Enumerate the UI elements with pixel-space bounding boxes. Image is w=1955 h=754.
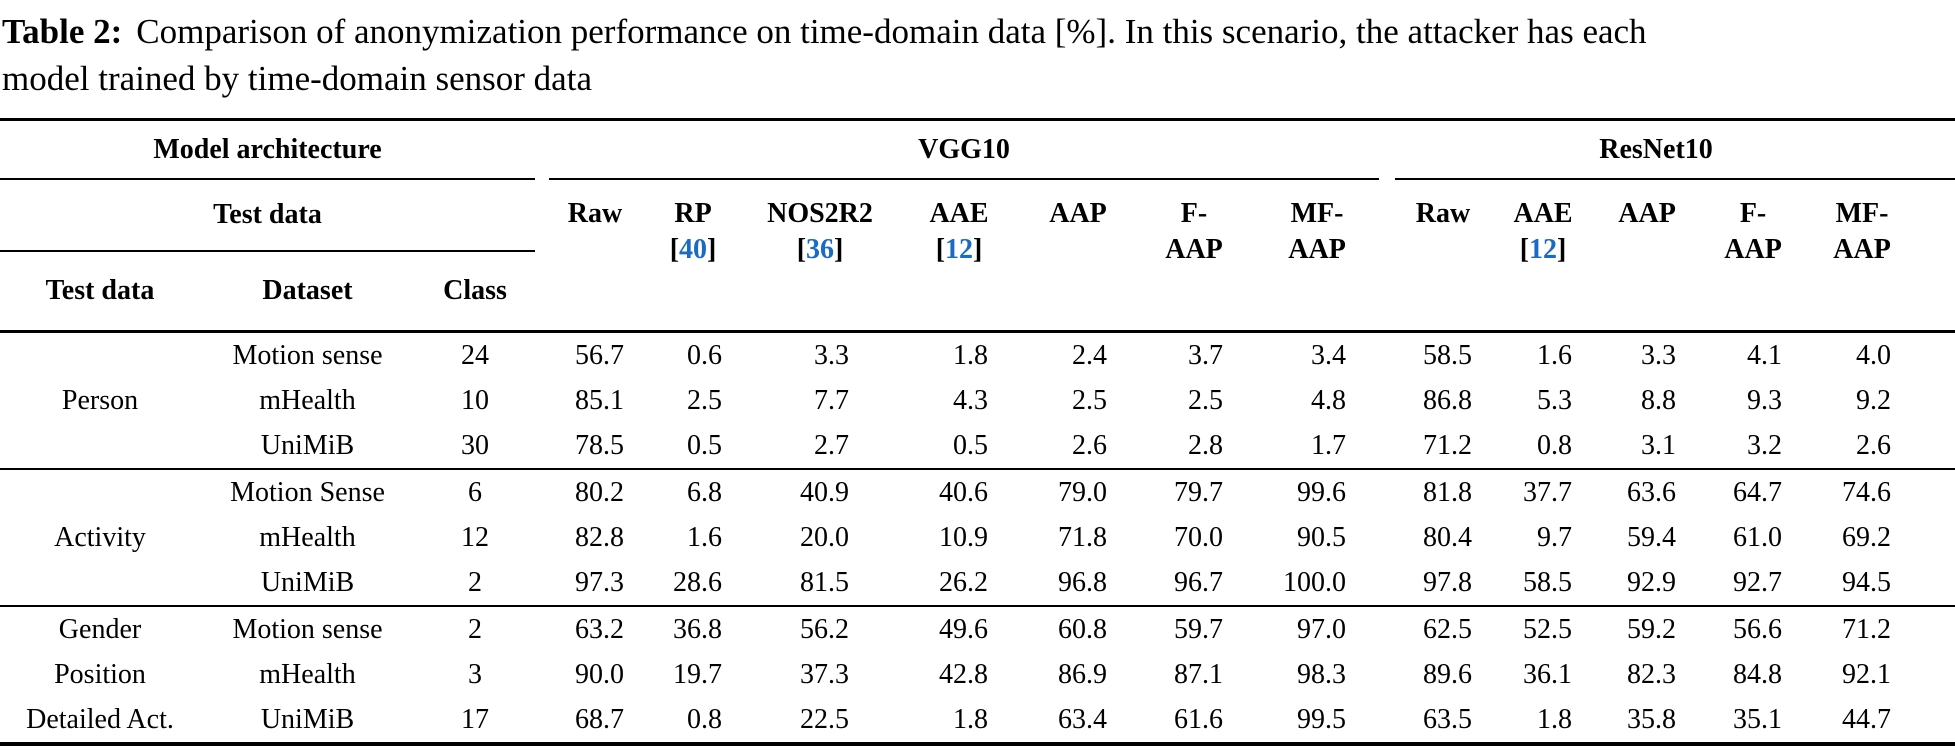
column-header-label: AAE: [929, 198, 989, 229]
citation-link[interactable]: 12: [1529, 234, 1558, 265]
col-header-vgg-f-aap: [1133, 179, 1255, 332]
cell-value: 3.3: [1595, 332, 1699, 379]
cell-value: 4.8: [1311, 384, 1347, 416]
caption-text-1: Comparison of anonymization performance on time-domain data [%]. In this scenario, the attacker has each: [136, 12, 1647, 51]
cell-value: 97.0: [1297, 613, 1347, 645]
cell-value: 56.6: [1733, 613, 1783, 645]
cell-value: 90.5: [1297, 521, 1347, 553]
cell-value: 58.5: [1395, 332, 1491, 379]
cell-value: 0.5: [641, 423, 745, 469]
column-gap: [1379, 606, 1395, 652]
column-header-line2: [641, 232, 745, 268]
cell-value: 5.3: [1537, 384, 1573, 416]
column-gap: [535, 469, 549, 515]
citation-bracket: [: [1519, 234, 1530, 265]
column-gap: [535, 332, 549, 379]
cell-value: 81.5: [745, 560, 895, 606]
table-caption: [0, 0, 1955, 102]
table-row: [0, 697, 1955, 744]
cell-value: 10.9: [939, 521, 989, 553]
caption-line-1: [2, 8, 1951, 55]
column-header-label: Raw: [1415, 198, 1471, 229]
cell-dataset: UniMiB: [200, 423, 415, 469]
column-gap: [535, 560, 549, 606]
cell-value: 9.3: [1747, 384, 1783, 416]
column-gap: [1379, 469, 1395, 515]
cell-dataset: Motion sense: [200, 332, 415, 379]
cell-value: 2.6: [1023, 423, 1133, 469]
cell-value: 92.9: [1595, 560, 1699, 606]
col-header-res-f-aap: [1699, 179, 1807, 332]
cell-value: 6.8: [687, 476, 723, 508]
cell-value: 2.4: [1023, 332, 1133, 379]
cell-value: 2.5: [687, 384, 723, 416]
column-gap: [535, 515, 549, 560]
col-header-res-raw: [1395, 179, 1491, 332]
cell-dataset: mHealth: [259, 384, 356, 416]
cell-value: 1.6: [1491, 332, 1595, 379]
cell-value: 56.2: [800, 613, 850, 645]
citation-link[interactable]: 36: [806, 234, 835, 265]
cell-class: 2: [415, 560, 535, 606]
caption-text-2: model trained by time-domain sensor data: [2, 59, 592, 98]
cell-value: 4.1: [1699, 332, 1807, 379]
cell-value: 4.3: [953, 384, 989, 416]
header-row-methods: [0, 179, 1955, 251]
column-header-label2: AAP: [1724, 234, 1782, 265]
cell-dataset: UniMiB: [200, 560, 415, 606]
col-header-res-mf-aap: [1807, 179, 1917, 332]
column-gap: [535, 179, 549, 332]
cell-value: 84.8: [1733, 658, 1783, 690]
cell-value: 61.0: [1733, 521, 1783, 553]
cell-value: 3.3: [745, 332, 895, 379]
cell-value: 60.8: [1058, 613, 1108, 645]
header-vgg10: VGG10: [549, 120, 1379, 180]
table-row: [0, 652, 1955, 697]
cell-value: 70.0: [1174, 521, 1224, 553]
column-header-line2: [1023, 232, 1133, 268]
column-gap: [1379, 652, 1395, 697]
cell-value: 68.7: [549, 697, 641, 744]
cell-value: 63.5: [1395, 697, 1491, 744]
citation-bracket: [: [796, 234, 807, 265]
column-header-line2: [1595, 232, 1699, 268]
table-row: [0, 469, 1955, 515]
cell-value: 97.3: [549, 560, 641, 606]
cell-value: 22.5: [745, 697, 895, 744]
citation-bracket: ]: [1557, 234, 1567, 265]
column-header-label: AAE: [1513, 198, 1573, 229]
column-header-label: AAP: [1049, 198, 1107, 229]
column-gap: [1379, 378, 1395, 423]
column-gap: [1379, 560, 1395, 606]
cell-value: 2.8: [1133, 423, 1255, 469]
cell-value: 3.7: [1133, 332, 1255, 379]
col-header-vgg-aap: [1023, 179, 1133, 332]
table-right-margin: [1917, 697, 1955, 744]
column-gap: [1379, 120, 1395, 180]
cell-class: 17: [415, 697, 535, 744]
cell-dataset: Motion Sense: [230, 476, 385, 508]
table-right-margin: [1917, 120, 1955, 180]
cell-class: 6: [468, 476, 482, 508]
column-header-label: Raw: [567, 198, 623, 229]
cell-value: 2.5: [1072, 384, 1108, 416]
column-gap: [535, 120, 549, 180]
cell-value: 1.6: [687, 521, 723, 553]
cell-value: 0.5: [895, 423, 1023, 469]
table-row: [0, 423, 1955, 469]
cell-value: 37.7: [1523, 476, 1573, 508]
cell-value: 78.5: [549, 423, 641, 469]
cell-value: 59.2: [1627, 613, 1677, 645]
header-row-sections: [0, 120, 1955, 180]
column-header-line2: [1491, 232, 1595, 268]
cell-class: 30: [415, 423, 535, 469]
table-row: [0, 560, 1955, 606]
group-label-person: Person: [0, 332, 200, 470]
column-header-line2: [549, 232, 641, 268]
table-row: [0, 378, 1955, 423]
citation-link[interactable]: 40: [679, 234, 708, 265]
group-label-activity: Activity: [0, 469, 200, 606]
citation-bracket: ]: [707, 234, 717, 265]
cell-value: 79.0: [1058, 476, 1108, 508]
column-header-label: RP: [674, 198, 712, 229]
cell-value: 79.7: [1174, 476, 1224, 508]
col-header-res-aap: [1595, 179, 1699, 332]
cell-dataset: mHealth: [259, 658, 356, 690]
column-header-label: AAP: [1618, 198, 1676, 229]
table-right-margin: [1917, 378, 1955, 423]
cell-value: 74.6: [1842, 476, 1892, 508]
column-header-label2: AAP: [1833, 234, 1891, 265]
cell-value: 90.0: [575, 658, 625, 690]
sub-header-test-data: Test data: [45, 275, 155, 306]
cell-value: 35.8: [1595, 697, 1699, 744]
column-header-label: F-: [1739, 198, 1767, 229]
cell-value: 1.8: [895, 332, 1023, 379]
cell-value: 28.6: [641, 560, 745, 606]
table-row: [0, 515, 1955, 560]
column-gap: [1379, 423, 1395, 469]
cell-value: 85.1: [575, 384, 625, 416]
cell-value: 52.5: [1523, 613, 1573, 645]
column-gap: [535, 606, 549, 652]
cell-value: 58.5: [1491, 560, 1595, 606]
column-gap: [535, 697, 549, 744]
table-right-margin: [1917, 469, 1955, 515]
cell-value: 63.4: [1023, 697, 1133, 744]
column-gap: [535, 423, 549, 469]
column-gap: [1379, 697, 1395, 744]
header-model-architecture: Model architecture: [0, 120, 535, 180]
column-header-label2: AAP: [1288, 234, 1346, 265]
cell-value: 2.5: [1188, 384, 1224, 416]
cell-value: 37.3: [800, 658, 850, 690]
cell-value: 99.6: [1297, 476, 1347, 508]
cell-value: 96.7: [1133, 560, 1255, 606]
header-resnet10: ResNet10: [1395, 120, 1917, 180]
cell-value: 1.8: [895, 697, 1023, 744]
cell-value: 82.3: [1627, 658, 1677, 690]
cell-value: 80.2: [575, 476, 625, 508]
cell-value: 7.7: [814, 384, 850, 416]
col-header-vgg-nos2r2: [745, 179, 895, 332]
column-header-label: MF-: [1290, 198, 1344, 229]
table-row: [0, 332, 1955, 379]
column-header-label: NOS2R2: [767, 198, 873, 229]
row-label-detailed-act: Detailed Act.: [0, 697, 200, 744]
table-right-margin: [1917, 423, 1955, 469]
col-header-vgg-rp: [641, 179, 745, 332]
cell-value: 71.2: [1842, 613, 1892, 645]
col-header-vgg-raw: [549, 179, 641, 332]
cell-value: 2.6: [1807, 423, 1917, 469]
cell-value: 69.2: [1842, 521, 1892, 553]
cell-value: 64.7: [1733, 476, 1783, 508]
cell-dataset: Motion sense: [232, 613, 383, 645]
cell-value: 94.5: [1807, 560, 1917, 606]
cell-value: 87.1: [1174, 658, 1224, 690]
results-table: [0, 118, 1955, 746]
cell-value: 19.7: [673, 658, 723, 690]
cell-value: 71.2: [1395, 423, 1491, 469]
cell-value: 86.9: [1058, 658, 1108, 690]
cell-value: 3.2: [1699, 423, 1807, 469]
table-right-margin: [1917, 652, 1955, 697]
table-row: [0, 606, 1955, 652]
cell-value: 80.4: [1423, 521, 1473, 553]
column-header-label: F-: [1180, 198, 1208, 229]
cell-class: 24: [415, 332, 535, 379]
column-header-line2: [895, 232, 1023, 268]
cell-value: 20.0: [800, 521, 850, 553]
column-header-line2: [1395, 232, 1491, 268]
cell-value: 98.3: [1297, 658, 1347, 690]
row-label-position: Position: [54, 658, 146, 690]
cell-class: 12: [461, 521, 489, 553]
table-right-margin: [1917, 606, 1955, 652]
cell-value: 99.5: [1255, 697, 1379, 744]
cell-value: 82.8: [575, 521, 625, 553]
citation-bracket: [: [669, 234, 680, 265]
column-header-line2: [745, 232, 895, 268]
cell-value: 63.2: [575, 613, 625, 645]
column-header-label: MF-: [1835, 198, 1889, 229]
cell-value: 4.0: [1807, 332, 1917, 379]
cell-value: 0.6: [641, 332, 745, 379]
cell-value: 81.8: [1423, 476, 1473, 508]
cell-dataset: mHealth: [259, 521, 356, 553]
column-gap: [1379, 332, 1395, 379]
citation-bracket: ]: [973, 234, 983, 265]
cell-value: 0.8: [641, 697, 745, 744]
cell-class: 10: [461, 384, 489, 416]
cell-value: 9.7: [1537, 521, 1573, 553]
cell-value: 40.6: [939, 476, 989, 508]
cell-value: 49.6: [939, 613, 989, 645]
cell-value: 59.4: [1627, 521, 1677, 553]
caption-label: Table 2:: [2, 12, 123, 51]
cell-value: 62.5: [1423, 613, 1473, 645]
cell-value: 56.7: [549, 332, 641, 379]
citation-bracket: [: [935, 234, 946, 265]
sub-header-dataset: Dataset: [262, 275, 353, 306]
col-header-vgg-mf-aap: [1255, 179, 1379, 332]
column-gap: [1379, 515, 1395, 560]
cell-value: 100.0: [1255, 560, 1379, 606]
citation-bracket: ]: [834, 234, 844, 265]
cell-value: 89.6: [1423, 658, 1473, 690]
cell-class: 2: [468, 613, 482, 645]
cell-value: 1.7: [1255, 423, 1379, 469]
cell-value: 35.1: [1699, 697, 1807, 744]
cell-dataset: UniMiB: [200, 697, 415, 744]
cell-value: 42.8: [939, 658, 989, 690]
cell-value: 44.7: [1807, 697, 1917, 744]
cell-value: 2.7: [745, 423, 895, 469]
cell-value: 3.4: [1255, 332, 1379, 379]
cell-value: 0.8: [1491, 423, 1595, 469]
cell-value: 86.8: [1423, 384, 1473, 416]
column-gap: [535, 652, 549, 697]
sub-header-class: Class: [443, 275, 507, 306]
cell-value: 26.2: [895, 560, 1023, 606]
table-right-margin: [1917, 560, 1955, 606]
table-right-margin: [1917, 332, 1955, 379]
table-right-margin: [1917, 179, 1955, 332]
cell-value: 8.8: [1641, 384, 1677, 416]
column-header-label2: AAP: [1165, 234, 1223, 265]
cell-value: 96.8: [1023, 560, 1133, 606]
cell-value: 61.6: [1133, 697, 1255, 744]
header-test-data-span: Test data: [0, 179, 535, 251]
col-header-res-aae: [1491, 179, 1595, 332]
cell-value: 9.2: [1856, 384, 1892, 416]
cell-value: 92.7: [1699, 560, 1807, 606]
col-header-vgg-aae: [895, 179, 1023, 332]
cell-value: 1.8: [1491, 697, 1595, 744]
row-label-gender: Gender: [58, 613, 142, 645]
table-right-margin: [1917, 515, 1955, 560]
cell-value: 3.1: [1595, 423, 1699, 469]
cell-value: 71.8: [1058, 521, 1108, 553]
cell-value: 40.9: [800, 476, 850, 508]
column-gap: [1379, 179, 1395, 332]
cell-value: 59.7: [1174, 613, 1224, 645]
column-gap: [535, 378, 549, 423]
cell-value: 97.8: [1395, 560, 1491, 606]
cell-class: 3: [468, 658, 482, 690]
cell-value: 36.8: [673, 613, 723, 645]
citation-link[interactable]: 12: [945, 234, 974, 265]
cell-value: 36.1: [1523, 658, 1573, 690]
cell-value: 63.6: [1627, 476, 1677, 508]
cell-value: 92.1: [1842, 658, 1892, 690]
